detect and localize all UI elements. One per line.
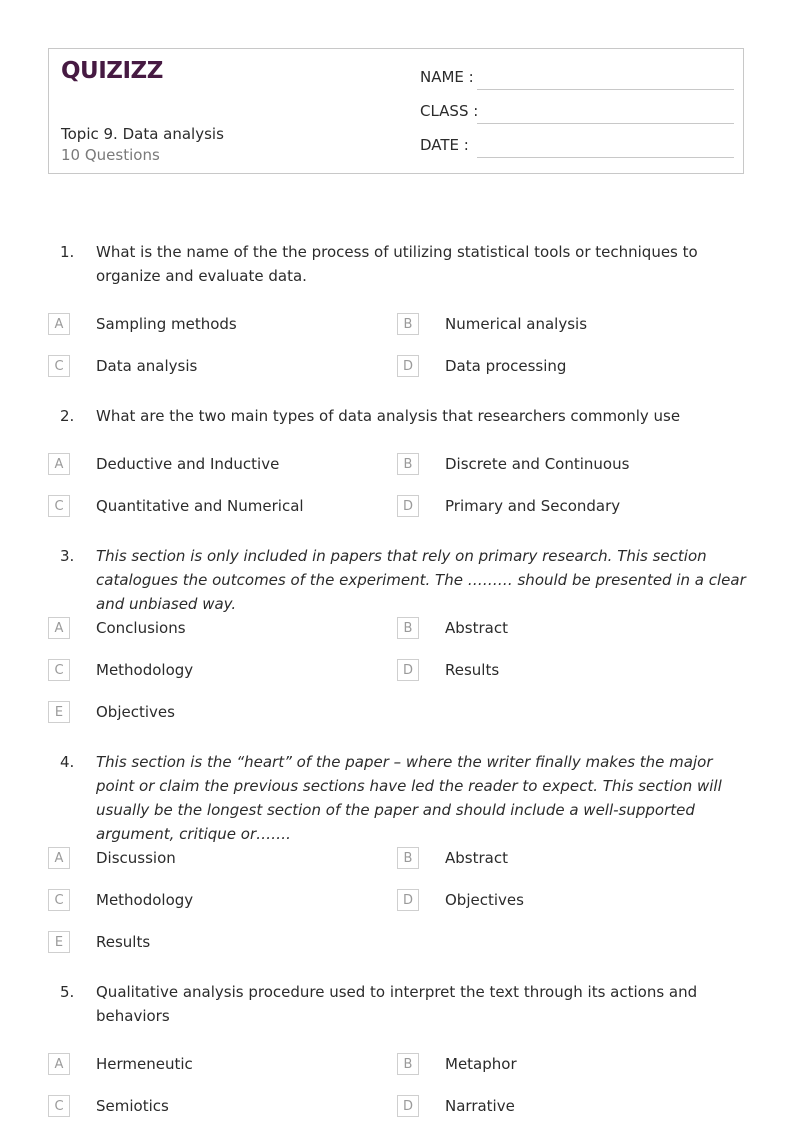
option-letter-box: A: [48, 313, 70, 335]
option-text: Abstract: [445, 619, 508, 637]
option-text: Objectives: [96, 703, 175, 721]
option-letter-box: D: [397, 355, 419, 377]
option-letter-box: C: [48, 659, 70, 681]
name-line[interactable]: [477, 89, 734, 90]
option-text: Methodology: [96, 891, 194, 909]
option-text: Data processing: [445, 357, 567, 375]
name-field[interactable]: [420, 68, 734, 90]
worksheet-topic: Topic 9. Data analysis: [61, 125, 224, 143]
name-label: NAME :: [420, 68, 474, 86]
option-letter-box: A: [48, 453, 70, 475]
question-text: This section is only included in papers that rely on primary research. This section catalogues the outcomes of the experiment. The ……… should be presented in a clear and unbiased way.: [96, 547, 746, 613]
worksheet-header: [48, 48, 744, 174]
question-number: 1.: [60, 243, 75, 261]
option-text: Results: [96, 933, 151, 951]
option-text: Methodology: [96, 661, 194, 679]
option-text: Sampling methods: [96, 315, 237, 333]
question-text: Qualitative analysis procedure used to interpret the text through its actions and behaviors: [96, 983, 698, 1025]
option-letter-box: A: [48, 617, 70, 639]
class-field[interactable]: [420, 102, 734, 124]
date-line[interactable]: [477, 157, 734, 158]
option-letter-box: E: [48, 701, 70, 723]
quizizz-logo: QUIZIZZ: [61, 58, 163, 84]
date-field[interactable]: [420, 136, 734, 158]
option-letter-box: D: [397, 1095, 419, 1117]
option-text: Discrete and Continuous: [445, 455, 630, 473]
option-letter-box: B: [397, 847, 419, 869]
question-text: What is the name of the the process of utilizing statistical tools or techniques to organize and evaluate data.: [96, 243, 698, 285]
option-text: Data analysis: [96, 357, 198, 375]
option-letter-box: A: [48, 847, 70, 869]
question-count: 10 Questions: [61, 146, 160, 164]
option-text: Discussion: [96, 849, 176, 867]
question-number: 3.: [60, 547, 75, 565]
option-text: Narrative: [445, 1097, 515, 1115]
option-letter-box: B: [397, 1053, 419, 1075]
option-letter-box: C: [48, 889, 70, 911]
option-letter-box: D: [397, 495, 419, 517]
option-text: Semiotics: [96, 1097, 169, 1115]
option-letter-box: C: [48, 495, 70, 517]
option-text: Abstract: [445, 849, 508, 867]
option-text: Objectives: [445, 891, 524, 909]
question-number: 5.: [60, 983, 75, 1001]
option-letter-box: B: [397, 617, 419, 639]
option-text: Primary and Secondary: [445, 497, 621, 515]
option-text: Conclusions: [96, 619, 186, 637]
option-letter-box: D: [397, 659, 419, 681]
option-letter-box: C: [48, 1095, 70, 1117]
date-label: DATE :: [420, 136, 469, 154]
option-text: Quantitative and Numerical: [96, 497, 304, 515]
class-line[interactable]: [477, 123, 734, 124]
question-number: 2.: [60, 407, 75, 425]
option-text: Deductive and Inductive: [96, 455, 280, 473]
option-text: Hermeneutic: [96, 1055, 193, 1073]
option-text: Metaphor: [445, 1055, 517, 1073]
question-number: 4.: [60, 753, 75, 771]
option-letter-box: A: [48, 1053, 70, 1075]
question-text: This section is the “heart” of the paper – where the writer finally makes the major point or claim the previous sections have led the reader to expect. This section will usually be the longest section of the paper and should include a well-supported argument, critique or…….: [96, 753, 722, 843]
option-letter-box: E: [48, 931, 70, 953]
option-text: Numerical analysis: [445, 315, 588, 333]
option-letter-box: B: [397, 453, 419, 475]
option-text: Results: [445, 661, 500, 679]
question-text: What are the two main types of data analysis that researchers commonly use: [96, 407, 681, 425]
class-label: CLASS :: [420, 102, 479, 120]
option-letter-box: D: [397, 889, 419, 911]
option-letter-box: B: [397, 313, 419, 335]
option-letter-box: C: [48, 355, 70, 377]
